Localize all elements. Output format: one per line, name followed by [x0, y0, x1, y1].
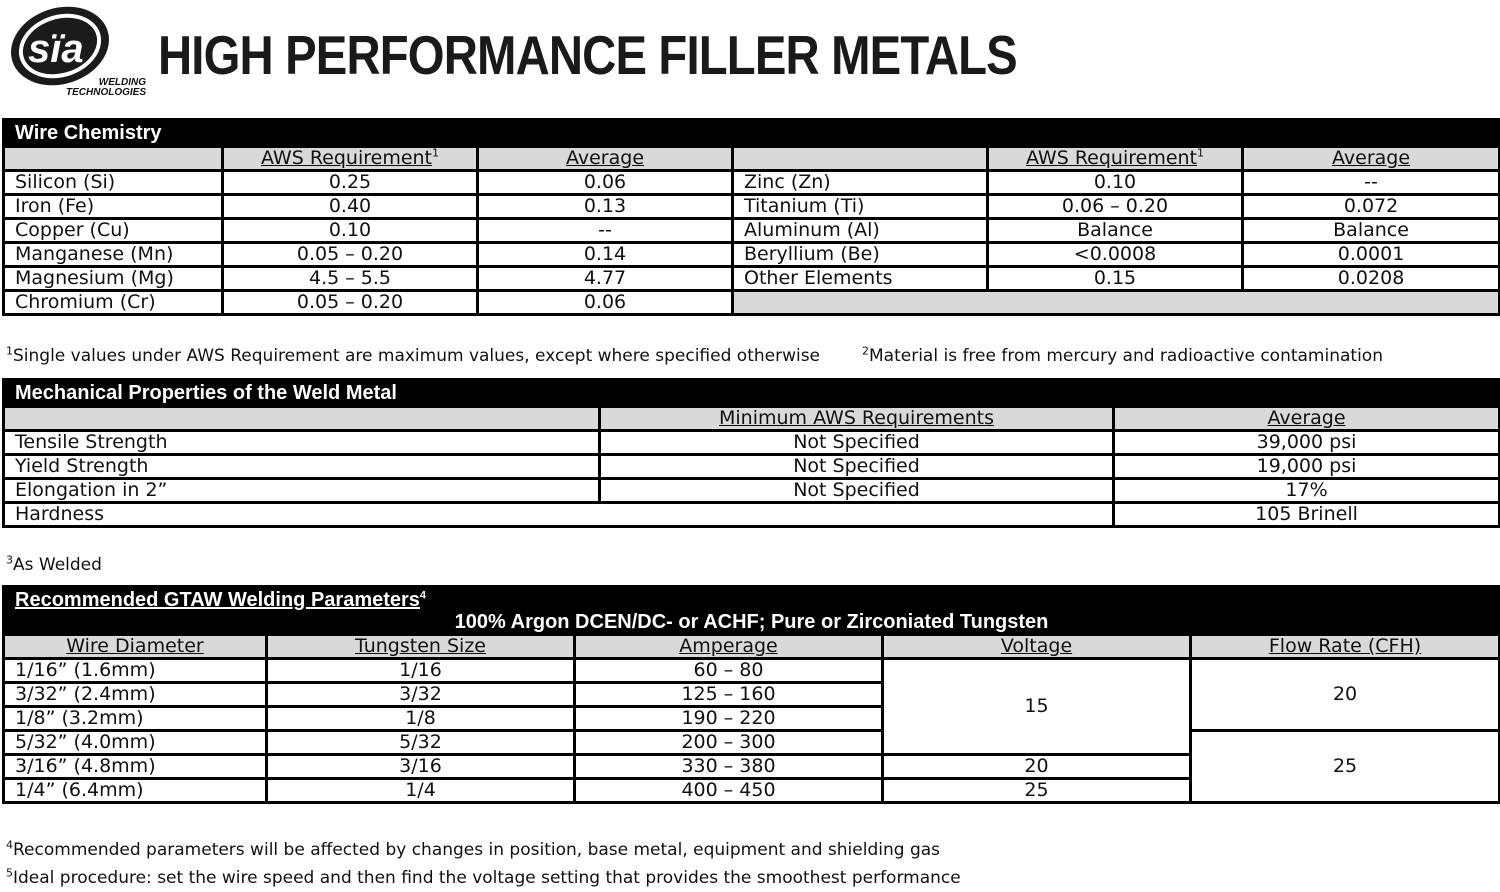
table-row — [4, 267, 1500, 291]
logo-sub-technologies: TECHNOLOGIES — [66, 87, 147, 98]
flow-rate: 20 — [1191, 659, 1500, 731]
voltage: 25 — [883, 779, 1191, 803]
average-value: 0.06 — [478, 171, 733, 195]
logo-mark: sïa — [28, 27, 84, 71]
amperage: 400 – 450 — [575, 779, 883, 803]
wire-diameter: 1/8” (3.2mm) — [4, 707, 267, 731]
chem-header-req-2: AWS Requirement$^1$ — [988, 147, 1243, 171]
table-row — [4, 479, 1500, 503]
gtaw-header-tungsten: Tungsten Size — [267, 635, 575, 659]
table-row — [4, 195, 1500, 219]
mech-header-avg: Average — [1114, 407, 1500, 431]
average-value: 19,000 psi — [1114, 455, 1500, 479]
gtaw-header-amperage: Amperage — [575, 635, 883, 659]
table-row — [4, 503, 1500, 527]
aws-requirement: Balance — [988, 219, 1243, 243]
average-value: Balance — [1243, 219, 1500, 243]
aws-requirement: 0.05 – 0.20 — [223, 291, 478, 315]
aws-requirement: 0.10 — [988, 171, 1243, 195]
aws-requirement: 0.25 — [223, 171, 478, 195]
footnote-4: $^4$Recommended parameters will be affected by changes in position, base metal, equipment and shielding gas — [6, 838, 941, 860]
element-name: Zinc (Zn) — [733, 171, 988, 195]
aws-requirement: <0.0008 — [988, 243, 1243, 267]
average-value: 0.13 — [478, 195, 733, 219]
gtaw-heading: Recommended GTAW Welding Parameters$^4$ — [4, 587, 1500, 613]
chem-header-req: AWS Requirement$^1$ — [223, 147, 478, 171]
logo-subtitle — [66, 78, 146, 98]
element-name: Magnesium (Mg) — [4, 267, 223, 291]
amperage: 60 – 80 — [575, 659, 883, 683]
tungsten-size: 1/4 — [267, 779, 575, 803]
tungsten-size: 3/16 — [267, 755, 575, 779]
table-row — [4, 243, 1500, 267]
aws-requirement: 0.06 – 0.20 — [988, 195, 1243, 219]
mech-header-min: Minimum AWS Requirements — [600, 407, 1114, 431]
aws-requirement: 0.05 – 0.20 — [223, 243, 478, 267]
table-row — [4, 455, 1500, 479]
average-value: 39,000 psi — [1114, 431, 1500, 455]
table-row — [4, 171, 1500, 195]
table-row — [4, 291, 1500, 315]
amperage: 125 – 160 — [575, 683, 883, 707]
element-name: Chromium (Cr) — [4, 291, 223, 315]
mech-header-empty — [4, 407, 600, 431]
element-name: Other Elements — [733, 267, 988, 291]
property-name: Hardness — [4, 503, 1114, 527]
footnote-5: $^5$Ideal procedure: set the wire speed and then find the voltage setting that provides the smoothest performance — [6, 866, 961, 888]
mechanical-heading: Mechanical Properties of the Weld Metal — [4, 380, 1500, 407]
wire-diameter: 3/16” (4.8mm) — [4, 755, 267, 779]
average-value: 0.14 — [478, 243, 733, 267]
amperage: 330 – 380 — [575, 755, 883, 779]
amperage: 190 – 220 — [575, 707, 883, 731]
empty-cell — [733, 291, 1500, 315]
mechanical-properties-table — [2, 378, 1500, 528]
footnote-1: $^1$Single values under AWS Requirement are maximum values, except where specified otherwise — [6, 344, 821, 366]
property-name: Tensile Strength — [4, 431, 600, 455]
chem-header-avg-2: Average — [1243, 147, 1500, 171]
tungsten-size: 3/32 — [267, 683, 575, 707]
footnote-3: $^3$As Welded — [6, 553, 102, 575]
wire-diameter: 1/16” (1.6mm) — [4, 659, 267, 683]
element-name: Silicon (Si) — [4, 171, 223, 195]
average-value: 0.06 — [478, 291, 733, 315]
logo-sub-welding: WELDING — [98, 77, 146, 88]
tungsten-size: 1/16 — [267, 659, 575, 683]
average-value: 0.072 — [1243, 195, 1500, 219]
header — [0, 0, 1500, 112]
element-name: Aluminum (Al) — [733, 219, 988, 243]
wire-chemistry-heading: Wire Chemistry — [4, 120, 1500, 147]
gtaw-header-voltage: Voltage — [883, 635, 1191, 659]
wire-chemistry-table — [2, 118, 1500, 316]
element-name: Manganese (Mn) — [4, 243, 223, 267]
voltage: 15 — [883, 659, 1191, 755]
tungsten-size: 5/32 — [267, 731, 575, 755]
gtaw-parameters-table — [2, 585, 1500, 804]
element-name: Copper (Cu) — [4, 219, 223, 243]
page-title: HIGH PERFORMANCE FILLER METALS — [158, 24, 1017, 86]
table-row — [4, 731, 1500, 755]
wire-diameter: 1/4” (6.4mm) — [4, 779, 267, 803]
average-value: 17% — [1114, 479, 1500, 503]
chem-header-empty — [4, 147, 223, 171]
wire-diameter: 3/32” (2.4mm) — [4, 683, 267, 707]
table-row — [4, 431, 1500, 455]
chem-header-empty-2 — [733, 147, 988, 171]
voltage: 20 — [883, 755, 1191, 779]
average-value: -- — [1243, 171, 1500, 195]
aws-requirement: 4.5 – 5.5 — [223, 267, 478, 291]
table-row — [4, 659, 1500, 683]
gtaw-header-wire: Wire Diameter — [4, 635, 267, 659]
flow-rate: 25 — [1191, 731, 1500, 803]
property-name: Yield Strength — [4, 455, 600, 479]
element-name: Titanium (Ti) — [733, 195, 988, 219]
average-value: 0.0001 — [1243, 243, 1500, 267]
tungsten-size: 1/8 — [267, 707, 575, 731]
min-requirement: Not Specified — [600, 431, 1114, 455]
aws-requirement: 0.15 — [988, 267, 1243, 291]
average-value: 105 Brinell — [1114, 503, 1500, 527]
average-value: -- — [478, 219, 733, 243]
min-requirement: Not Specified — [600, 455, 1114, 479]
aws-requirement: 0.40 — [223, 195, 478, 219]
wire-diameter: 5/32” (4.0mm) — [4, 731, 267, 755]
gtaw-header-flow: Flow Rate (CFH) — [1191, 635, 1500, 659]
aws-requirement: 0.10 — [223, 219, 478, 243]
footnote-2: $^2$Material is free from mercury and radioactive contamination — [862, 344, 1383, 366]
min-requirement: Not Specified — [600, 479, 1114, 503]
average-value: 0.0208 — [1243, 267, 1500, 291]
chem-header-avg: Average — [478, 147, 733, 171]
gtaw-subheading: 100% Argon DCEN/DC- or ACHF; Pure or Zirconiated Tungsten — [4, 612, 1500, 635]
table-row — [4, 219, 1500, 243]
element-name: Beryllium (Be) — [733, 243, 988, 267]
property-name: Elongation in 2” — [4, 479, 600, 503]
amperage: 200 – 300 — [575, 731, 883, 755]
average-value: 4.77 — [478, 267, 733, 291]
element-name: Iron (Fe) — [4, 195, 223, 219]
